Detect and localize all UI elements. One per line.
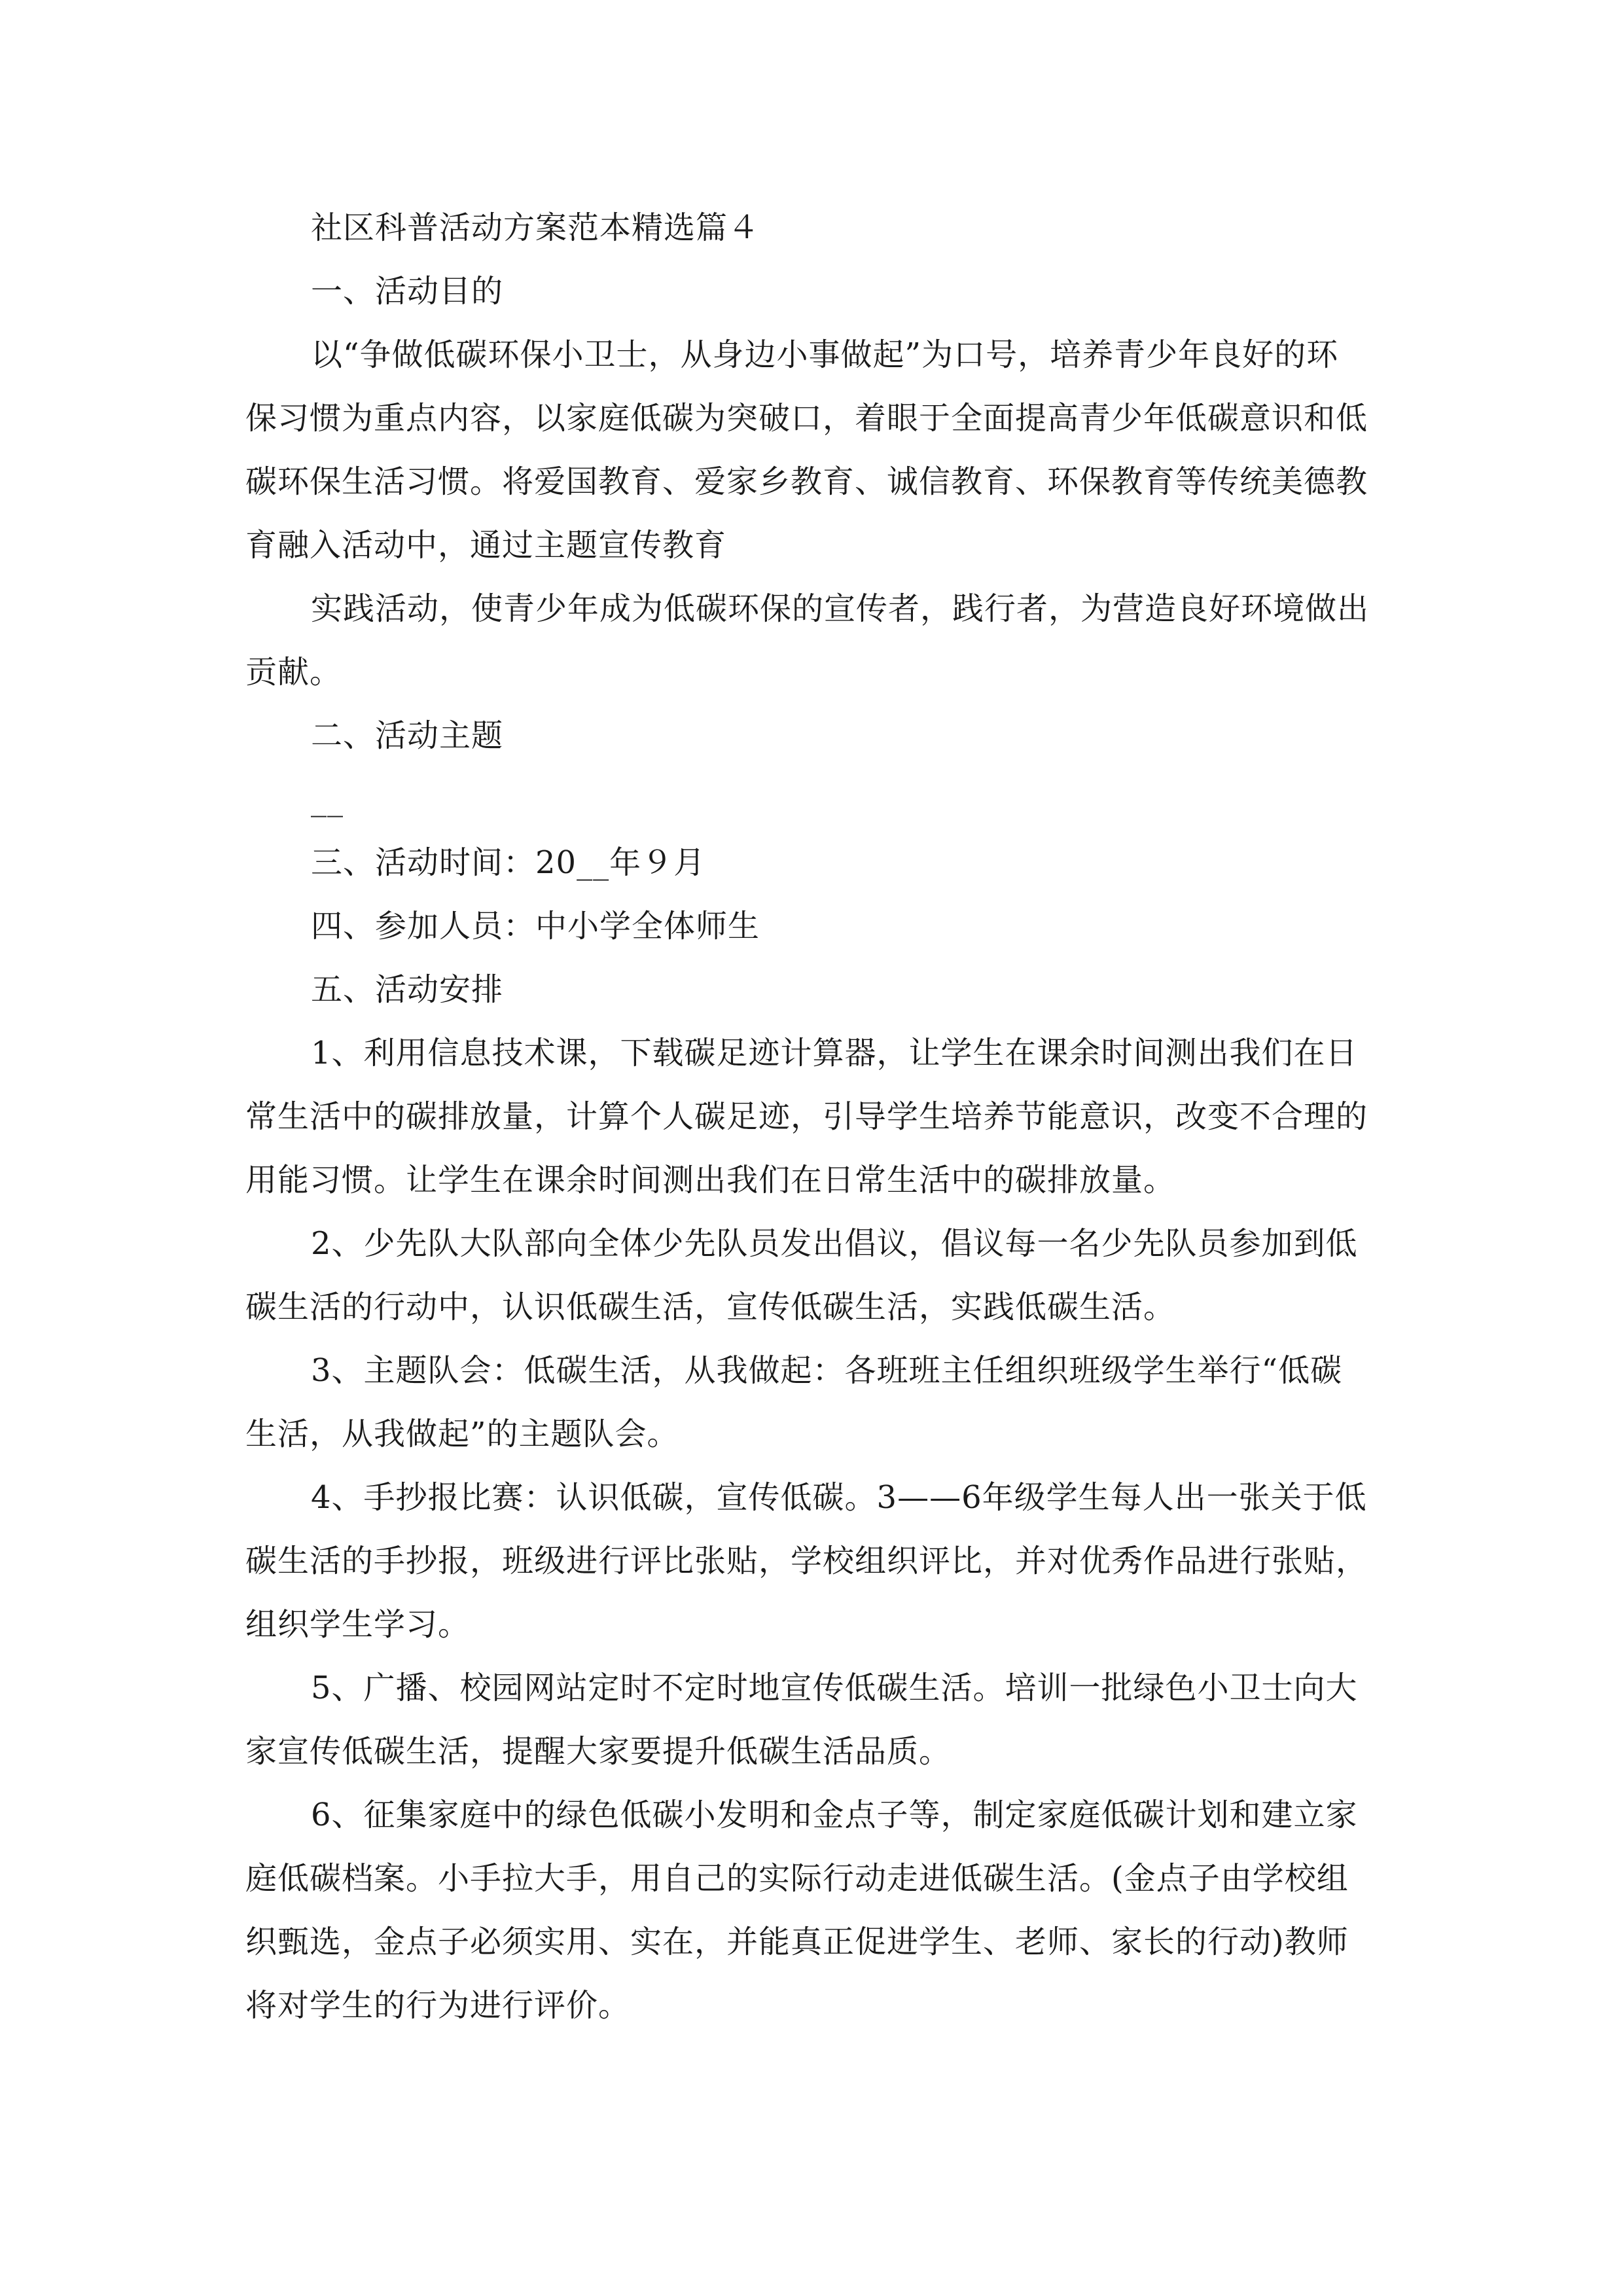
theme-value: __ xyxy=(311,781,344,817)
paragraph-line: 4、手抄报比赛：认识低碳，宣传低碳。3——6年级学生每人出一张关于低 xyxy=(311,1479,1367,1516)
document-title: 社区科普活动方案范本精选篇４ xyxy=(311,209,760,246)
paragraph-line: 用能习惯。让学生在课余时间测出我们在日常生活中的碳排放量。 xyxy=(245,1162,1176,1198)
theme-heading: 二、活动主题 xyxy=(311,717,504,754)
activity-time: 三、活动时间：20__年９月 xyxy=(311,844,706,881)
document-body xyxy=(245,196,1378,2037)
paragraph-line: 将对学生的行为进行评价。 xyxy=(245,1987,631,2024)
arrangement-heading: 五、活动安排 xyxy=(311,971,504,1008)
arrangement-item-5 xyxy=(245,1657,1378,1784)
goal-heading: 一、活动目的 xyxy=(311,273,504,310)
arrangement-item-4 xyxy=(245,1466,1378,1657)
paragraph-line: 5、广播、校园网站定时不定时地宣传低碳生活。培训一批绿色小卫士向大 xyxy=(311,1670,1358,1706)
paragraph-line: 1、利用信息技术课，下载碳足迹计算器，让学生在课余时间测出我们在日 xyxy=(311,1035,1358,1071)
paragraph-line: 保习惯为重点内容，以家庭低碳为突破口，着眼于全面提高青少年低碳意识和低 xyxy=(245,400,1368,437)
arrangement-item-6 xyxy=(245,1784,1378,2037)
goal-paragraph xyxy=(245,323,1378,577)
paragraph-line: 2、少先队大队部向全体少先队员发出倡议，倡议每一名少先队员参加到低 xyxy=(311,1225,1358,1262)
paragraph-line: 实践活动，使青少年成为低碳环保的宣传者，践行者，为营造良好环境做出 xyxy=(311,590,1370,627)
paragraph-line: 生活，从我做起”的主题队会。 xyxy=(245,1416,679,1452)
paragraph-line: 以“争做低碳环保小卫士，从身边小事做起”为口号，培养青少年良好的环 xyxy=(311,336,1339,373)
paragraph-line: 碳环保生活习惯。将爱国教育、爱家乡教育、诚信教育、环保教育等传统美德教 xyxy=(245,463,1368,500)
paragraph-line: 贡献。 xyxy=(245,654,342,691)
paragraph-line: 常生活中的碳排放量，计算个人碳足迹，引导学生培养节能意识，改变不合理的 xyxy=(245,1098,1368,1135)
paragraph-line: 碳生活的手抄报，班级进行评比张贴，学校组织评比，并对优秀作品进行张贴， xyxy=(245,1543,1368,1579)
paragraph-line: 碳生活的行动中，认识低碳生活，宣传低碳生活，实践低碳生活。 xyxy=(245,1289,1176,1325)
arrangement-item-1 xyxy=(245,1022,1378,1212)
paragraph-line: 织甄选，金点子必须实用、实在，并能真正促进学生、老师、家长的行动)教师 xyxy=(245,1924,1349,1960)
participants: 四、参加人员：中小学全体师生 xyxy=(311,908,760,944)
paragraph-line: 育融入活动中，通过主题宣传教育 xyxy=(245,527,727,564)
practice-paragraph xyxy=(245,577,1378,704)
paragraph-line: 庭低碳档案。小手拉大手，用自己的实际行动走进低碳生活。(金点子由学校组 xyxy=(245,1860,1349,1897)
paragraph-line: 家宣传低碳生活，提醒大家要提升低碳生活品质。 xyxy=(245,1733,952,1770)
arrangement-item-2 xyxy=(245,1212,1378,1339)
arrangement-item-3 xyxy=(245,1339,1378,1466)
paragraph-line: 6、征集家庭中的绿色低碳小发明和金点子等，制定家庭低碳计划和建立家 xyxy=(311,1797,1358,1833)
paragraph-line: 组织学生学习。 xyxy=(245,1606,471,1643)
paragraph-line: 3、主题队会：低碳生活，从我做起：各班班主任组织班级学生举行“低碳 xyxy=(311,1352,1343,1389)
